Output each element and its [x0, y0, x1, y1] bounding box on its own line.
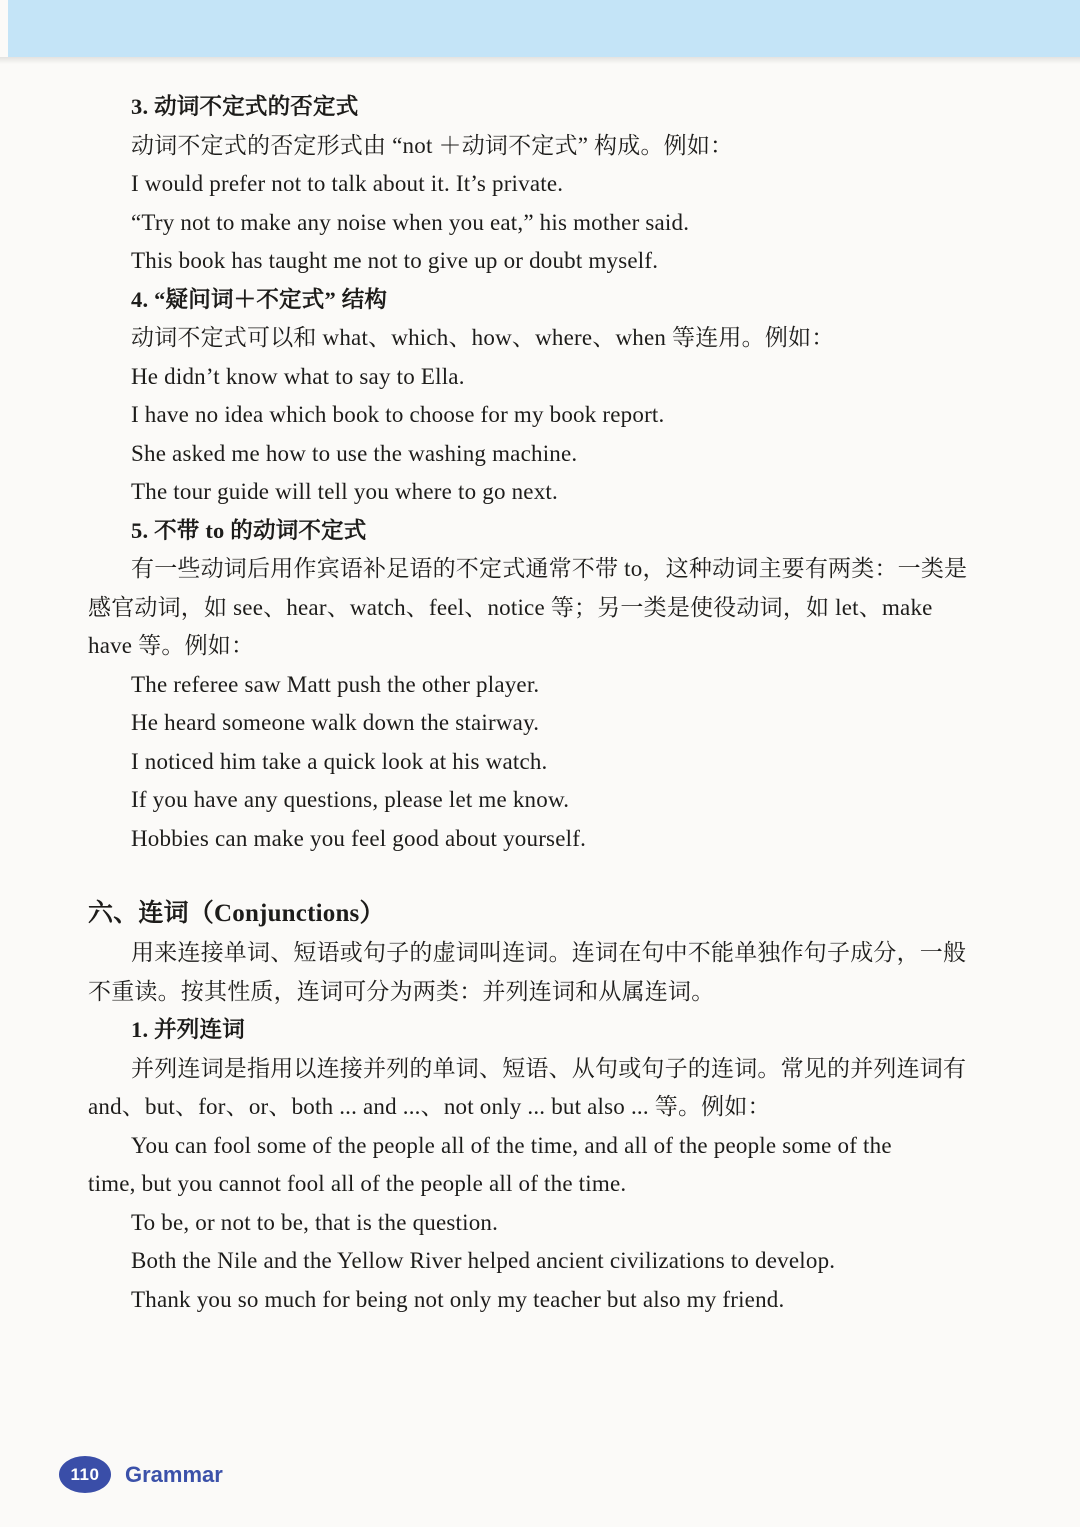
page-content [88, 88, 968, 1319]
text-line: 并列连词是指用以连接并列的单词、短语、从句或句子的连词。常见的并列连词有 [131, 1055, 967, 1081]
section-heading: 六、连词（Conjunctions） [88, 900, 385, 927]
text-line: If you have any questions, please let me know. [131, 787, 570, 812]
section [88, 281, 946, 512]
text-line: 有一些动词后用作宾语补足语的不定式通常不带 to，这种动词主要有两类：一类是 [131, 556, 968, 581]
footer-section-label: Grammar [125, 1461, 223, 1487]
text-line: I noticed him take a quick look at his watch. [131, 748, 548, 774]
section-heading: 5. 不带 to 的动词不定式 [131, 517, 367, 543]
text-line: He heard someone walk down the stairway. [131, 710, 540, 735]
section-heading: 4. “疑问词＋不定式” 结构 [131, 286, 388, 312]
text-line: Hobbies can make you feel good about yourself. [131, 825, 587, 851]
text-line: “Try not to make any noise when you eat,” his mother said. [131, 209, 690, 235]
section [88, 88, 946, 281]
section [88, 1011, 967, 1319]
header-bar [8, 0, 1080, 57]
text-line: 用来连接单词、短语或句子的虚词叫连词。连词在句中不能单独作句子成分，一般 [131, 940, 967, 965]
text-line: The referee saw Matt push the other player. [131, 671, 540, 697]
text-line: To be, or not to be, that is the question. [131, 1209, 499, 1235]
text-line: He didn’t know what to say to Ella. [131, 363, 465, 389]
section-heading: 3. 动词不定式的否定式 [131, 94, 359, 119]
text-line: have 等。例如： [88, 633, 255, 658]
text-line: 不重读。按其性质，连词可分为两类：并列连词和从属连词。 [88, 978, 715, 1004]
text-line: She asked me how to use the washing machine. [131, 440, 578, 466]
section [88, 894, 967, 1011]
text-line: 感官动词，如 see、hear、watch、feel、notice 等；另一类是使役动词，如 let、make [88, 594, 933, 620]
text-line: The tour guide will tell you where to go next. [131, 479, 558, 504]
section [88, 512, 968, 859]
text-line: 动词不定式可以和 what、which、how、where、when 等连用。例如： [131, 325, 835, 350]
text-line: You can fool some of the people all of the time, and all of the people some of the [131, 1132, 892, 1158]
page-footer [59, 1456, 223, 1493]
text-line: 动词不定式的否定形式由 “not ＋动词不定式” 构成。例如： [131, 132, 734, 158]
text-line: This book has taught me not to give up or doubt myself. [131, 248, 659, 273]
text-line: and、but、for、or、both ... and ...、not only ... but also ... 等。例如： [88, 1094, 771, 1119]
text-line: time, but you cannot fool all of the people all of the time. [88, 1171, 627, 1196]
section-heading: 1. 并列连词 [131, 1017, 245, 1042]
text-line: Both the Nile and the Yellow River helped ancient civilizations to develop. [131, 1248, 836, 1273]
page-number-badge: 110 [59, 1456, 111, 1493]
text-line: Thank you so much for being not only my teacher but also my friend. [131, 1286, 785, 1312]
text-line: I have no idea which book to choose for my book report. [131, 402, 665, 427]
text-line: I would prefer not to talk about it. It’s private. [131, 171, 564, 196]
